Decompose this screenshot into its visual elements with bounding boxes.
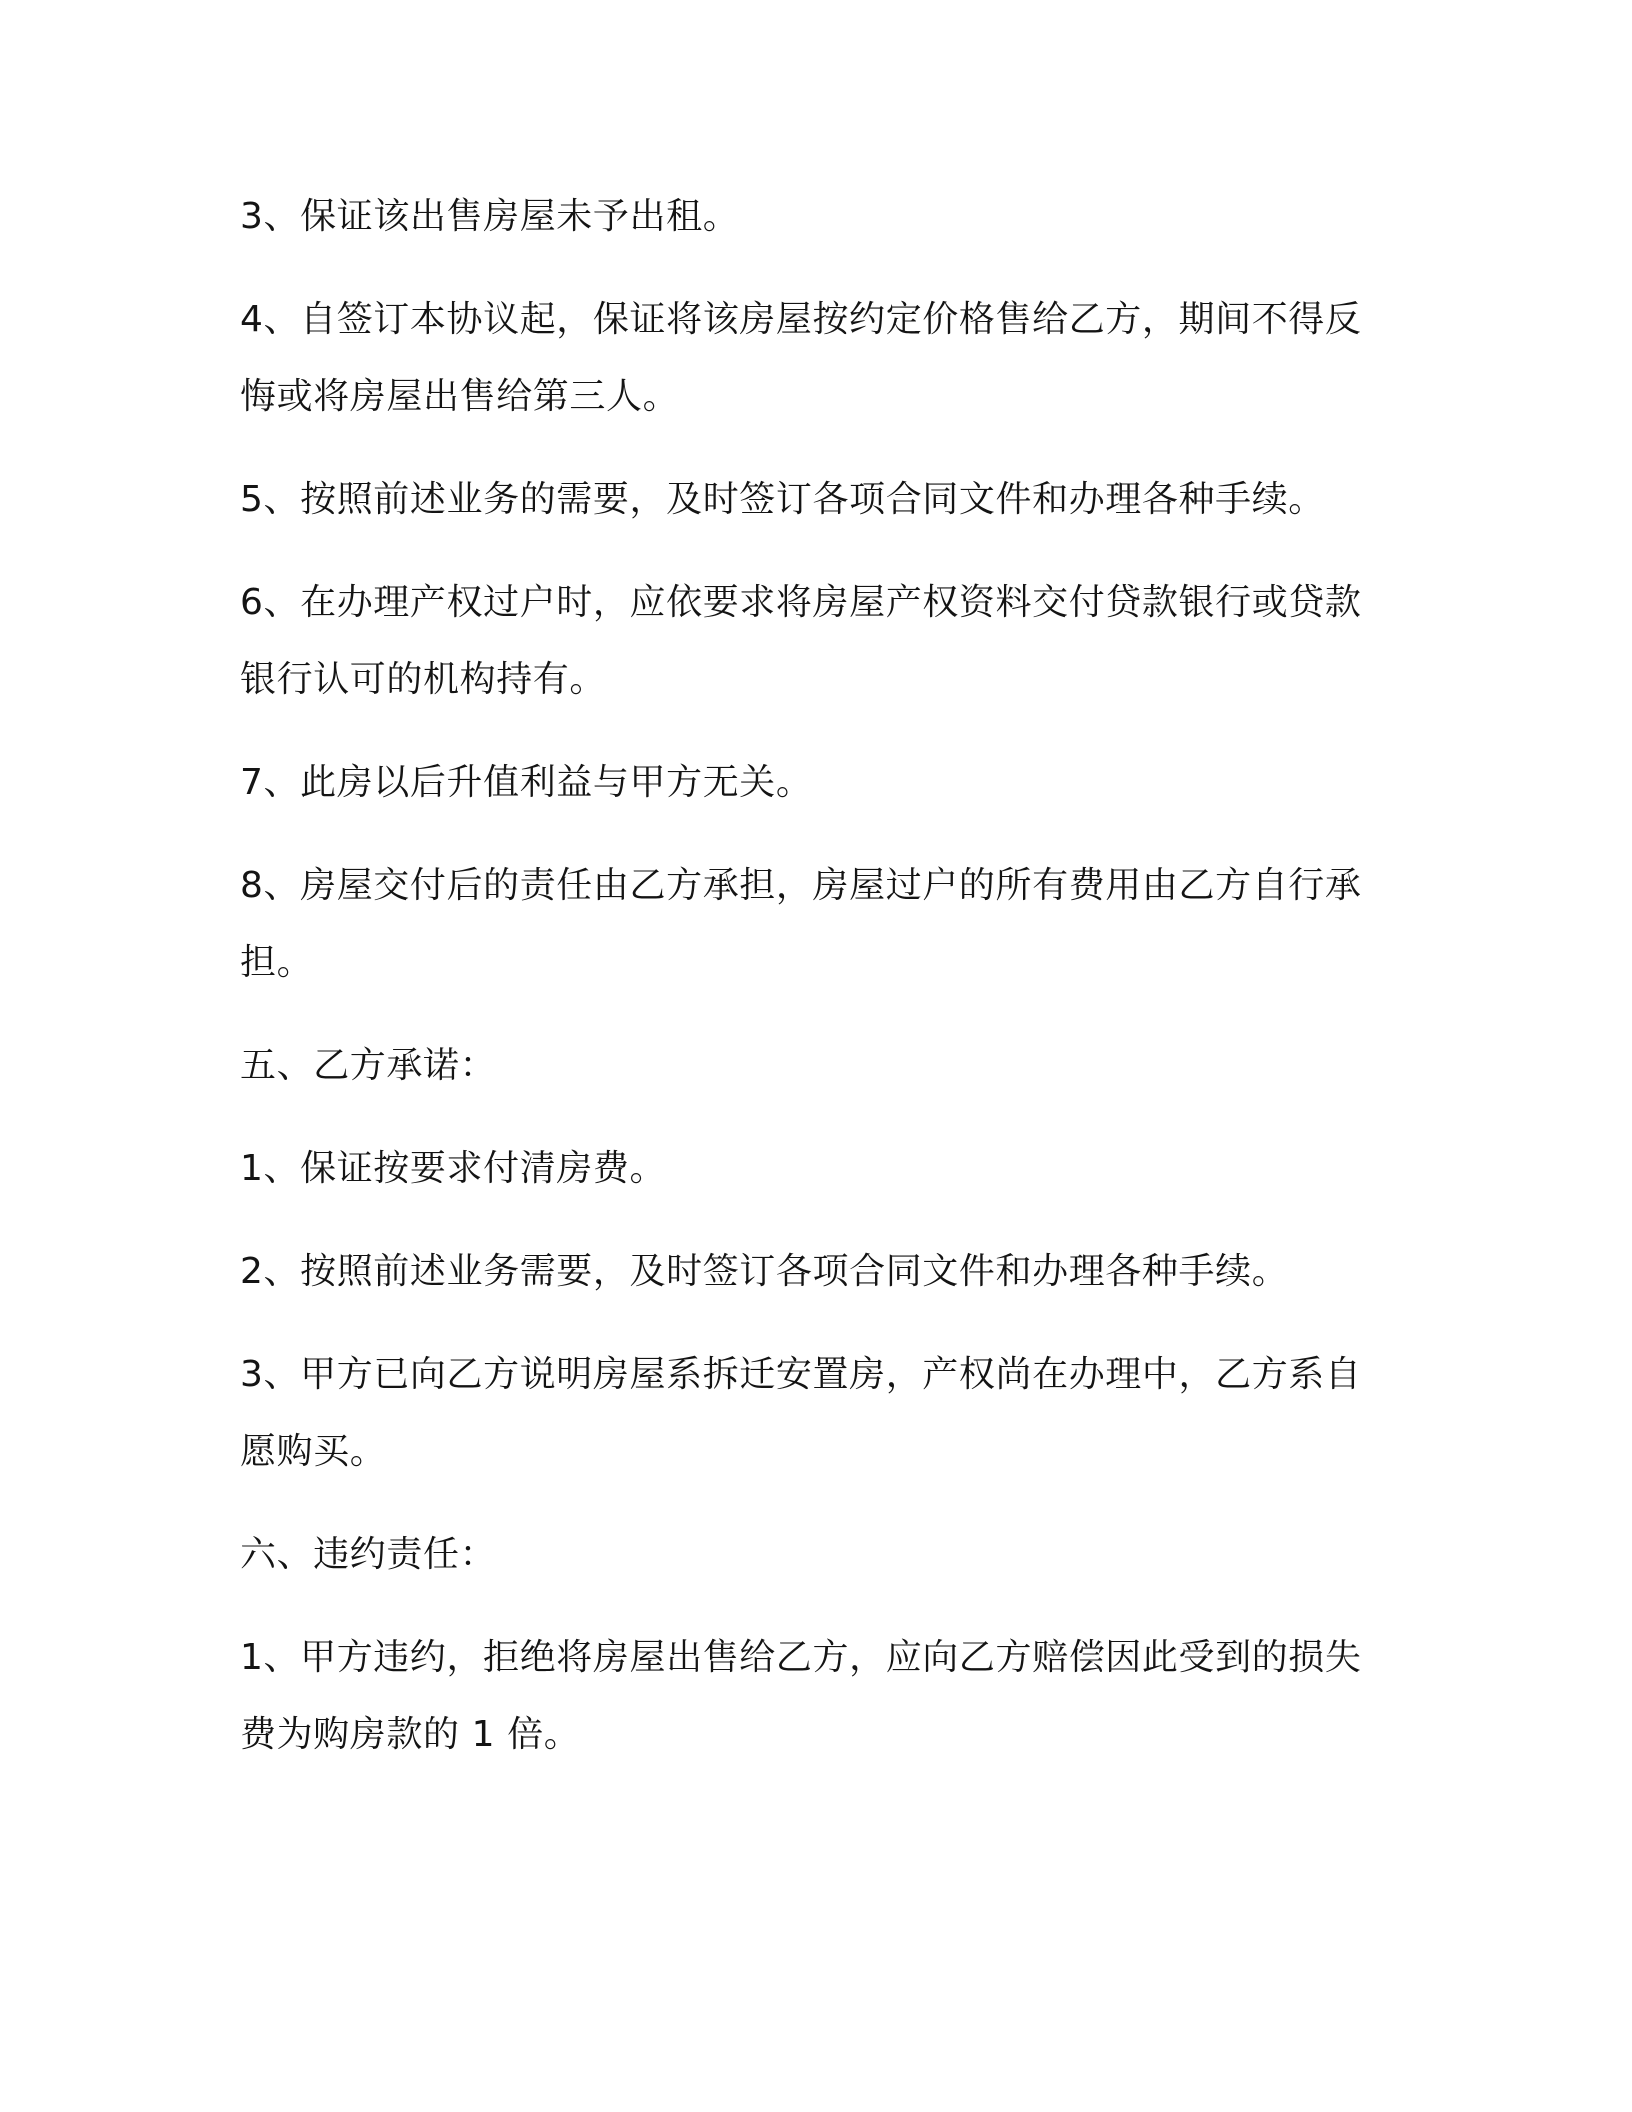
paragraph-line: 8、房屋交付后的责任由乙方承担，房屋过户的所有费用由乙方自行承 [240,865,1362,906]
paragraph-line: 愿购买。 [240,1431,387,1472]
breach-clause-1 [240,1619,1392,1773]
paragraph-line: 1、甲方违约，拒绝将房屋出售给乙方，应向乙方赔偿因此受到的损失 [240,1637,1362,1678]
section-six-heading [240,1516,1392,1593]
paragraph-line: 担。 [240,942,314,983]
seller-clause-5 [240,461,1392,538]
paragraph-line: 银行认可的机构持有。 [240,659,607,700]
paragraph-line: 4、自签订本协议起，保证将该房屋按约定价格售给乙方，期间不得反 [240,299,1362,340]
seller-clause-3 [240,178,1392,255]
paragraph-line: 7、此房以后升值利益与甲方无关。 [240,762,813,803]
section-five-heading [240,1027,1392,1104]
paragraph-line: 1、保证按要求付清房费。 [240,1148,667,1189]
paragraph-line: 6、在办理产权过户时，应依要求将房屋产权资料交付贷款银行或贷款 [240,582,1362,623]
section-heading: 六、违约责任： [240,1534,497,1575]
section-heading: 五、乙方承诺： [240,1045,497,1086]
buyer-clause-3 [240,1336,1392,1490]
seller-clause-7 [240,744,1392,821]
paragraph-line: 5、按照前述业务的需要，及时签订各项合同文件和办理各种手续。 [240,479,1325,520]
paragraph-line: 3、甲方已向乙方说明房屋系拆迁安置房，产权尚在办理中，乙方系自 [240,1354,1362,1395]
seller-clause-8 [240,847,1392,1001]
paragraph-line: 2、按照前述业务需要，及时签订各项合同文件和办理各种手续。 [240,1251,1289,1292]
paragraph-line: 悔或将房屋出售给第三人。 [240,376,680,417]
seller-clause-4 [240,281,1392,435]
buyer-clause-2 [240,1233,1392,1310]
paragraph-line: 3、保证该出售房屋未予出租。 [240,196,740,237]
paragraph-line: 费为购房款的 1 倍。 [240,1714,581,1755]
seller-clause-6 [240,564,1392,718]
buyer-clause-1 [240,1130,1392,1207]
